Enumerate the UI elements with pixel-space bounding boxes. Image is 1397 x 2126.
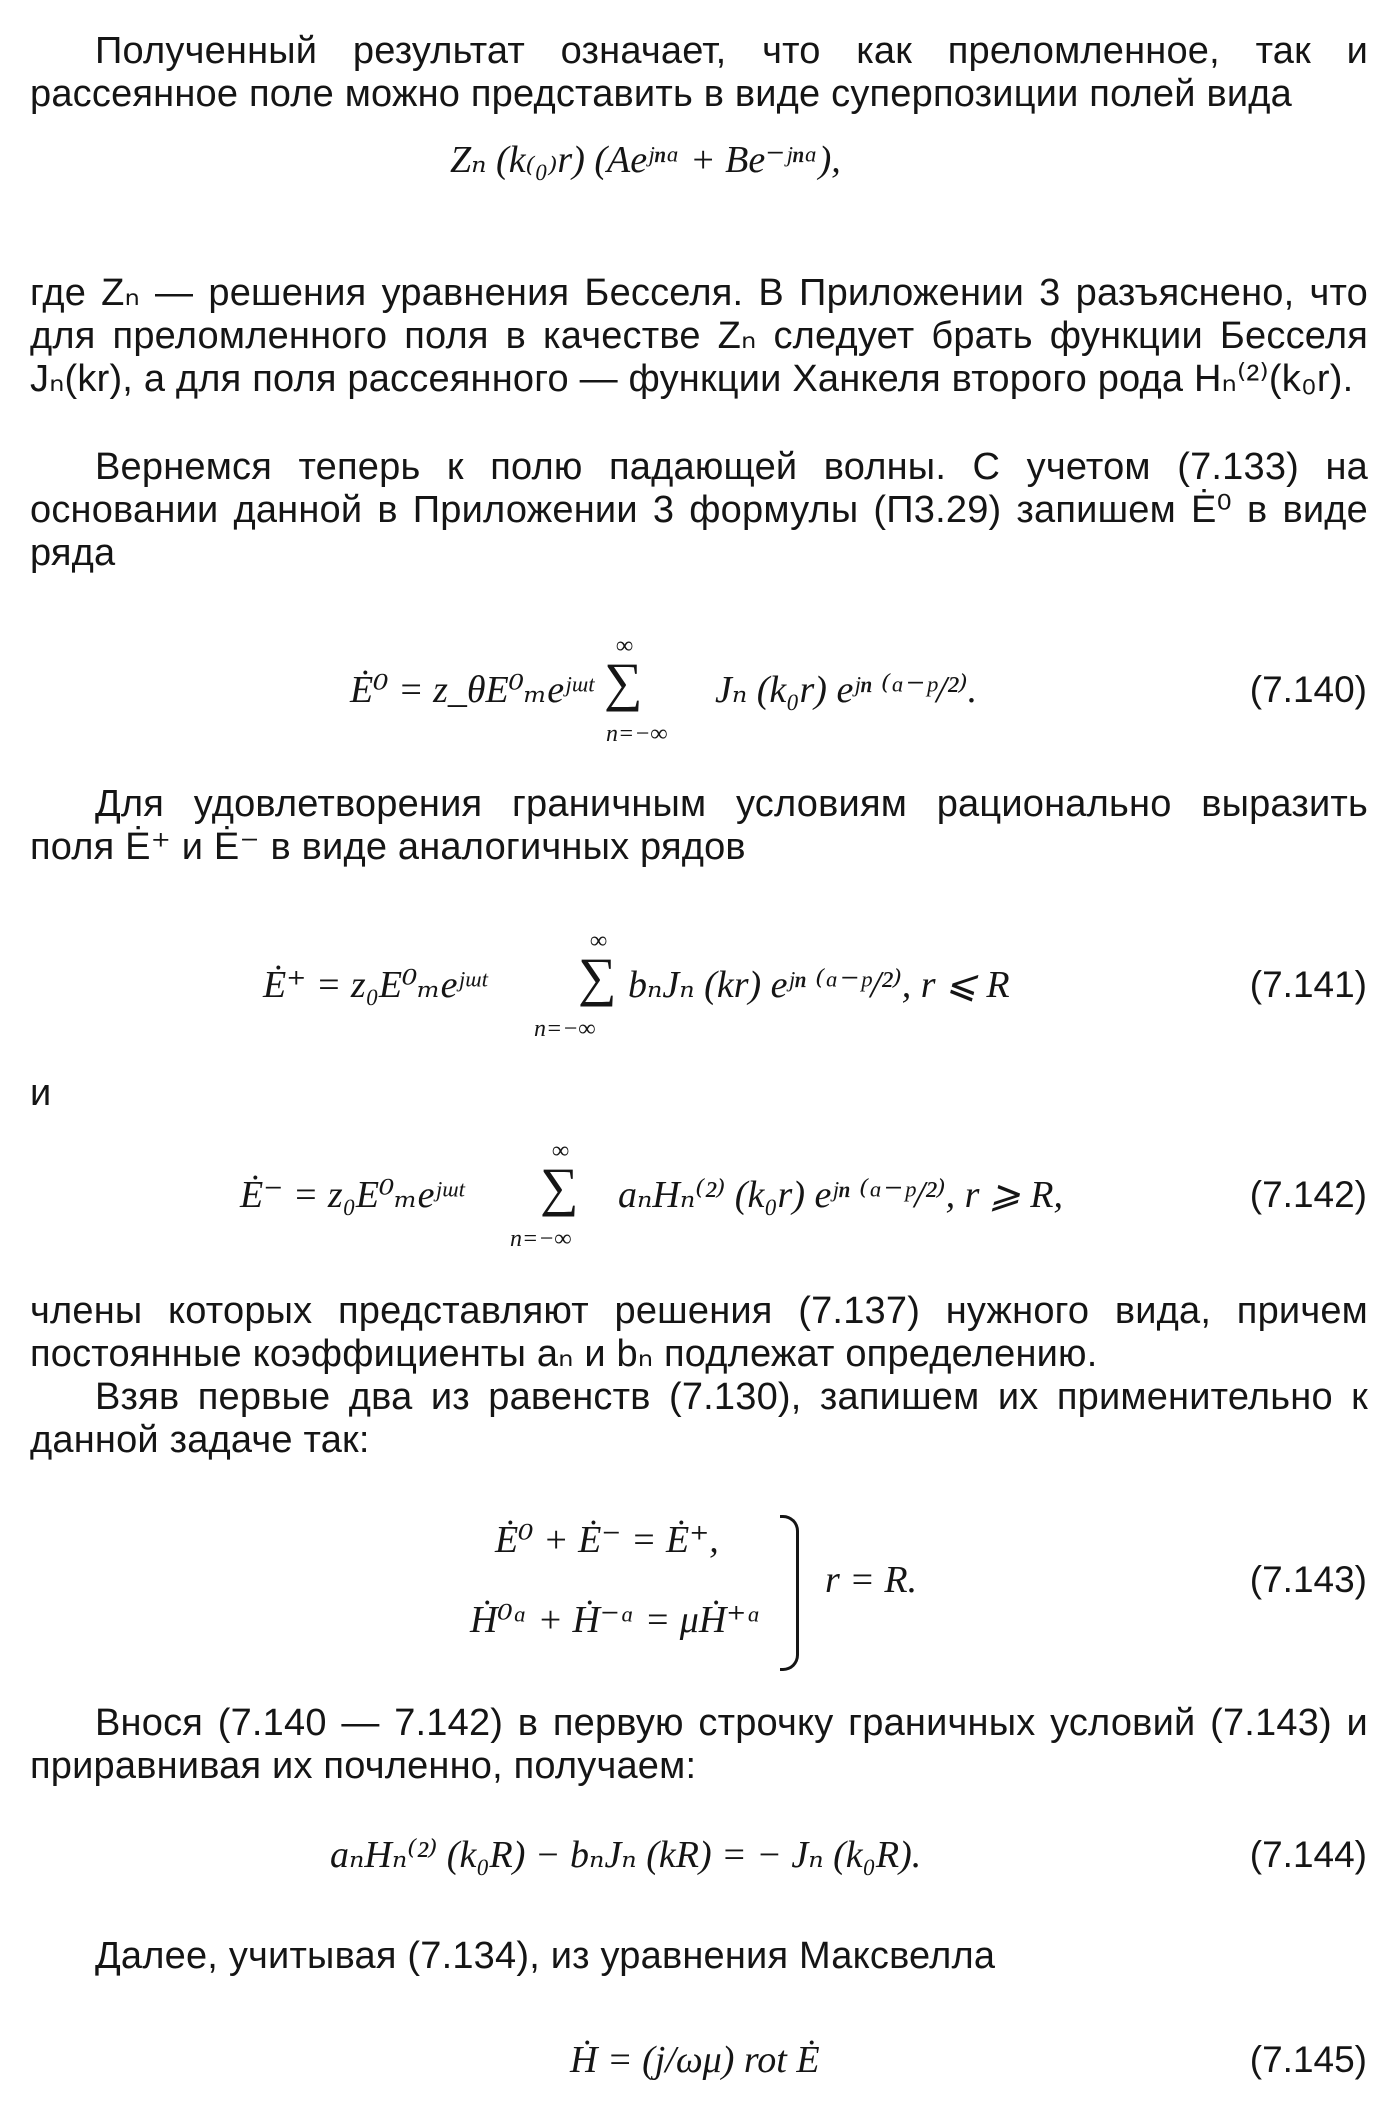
paragraph-5: члены которых представляют решения (7.137) нужного вида, причем постоянные коэффициенты aₙ и bₙ подлежат определению. [30,1290,1368,1375]
equation-7-143-line-2: Ḣ⁰ᵅ + Ḣ⁻ᵅ = μḢ⁺ᵅ [470,1599,762,1641]
equation-7-142-left: Ė⁻ = z₀E⁰ₘeʲᵚᵗ [240,1174,464,1216]
equation-7-141-sum-lower: n=−∞ [534,1016,596,1042]
equation-7-142-sum-lower: n=−∞ [510,1226,572,1252]
equation-7-143-condition: r = R. [825,1559,918,1601]
equation-7-140-right: Jₙ (k₀r) eʲⁿ ⁽ᵅ⁻ᵖ/²⁾. [715,669,978,711]
paragraph-2: где Zₙ — решения уравнения Бесселя. В Приложении 3 разъяснено, что для преломленного поля в качестве Zₙ следует брать функции Бесселя Jₙ(kr), а для поля рассеянного — функции Ханкеля второго рода Hₙ⁽²⁾(k₀r). [30,272,1368,400]
equation-7-140-sum-upper: ∞ [616,633,634,659]
equation-7-142 [0,1138,1397,1252]
equation-7-143-line-1: Ė⁰ + Ė⁻ = Ė⁺, [495,1519,719,1561]
equation-7-141-sum: ∑ [578,947,617,1007]
paragraph-4: Для удовлетворения граничным условиям рационально выразить поля Ė⁺ и Ė⁻ в виде аналогичных рядов [30,783,1368,868]
equation-7-141-right: bₙJₙ (kr) eʲⁿ ⁽ᵅ⁻ᵖ/²⁾, r ⩽ R [628,964,1010,1006]
equation-7-143-brace [780,1515,799,1671]
equation-7-140-left: Ė⁰ = z_θE⁰ₘeʲᵚᵗ [350,669,594,711]
equation-superposition-body: Zₙ (k₍₀₎r) (Aeʲⁿᵅ + Be⁻ʲⁿᵅ), [450,139,841,181]
equation-superposition [0,130,1397,190]
equation-7-142-right: aₙHₙ⁽²⁾ (k₀r) eʲⁿ ⁽ᵅ⁻ᵖ/²⁾, r ⩾ R, [618,1174,1063,1216]
paragraph-8: Далее, учитывая (7.134), из уравнения Максвелла [95,1935,996,1977]
paragraph-3: Вернемся теперь к полю падающей волны. С учетом (7.133) на основании данной в Приложении 3 формулы (П3.29) запишем Ė⁰ в виде ряда [30,446,1368,574]
equation-7-145 [0,2030,1397,2090]
equation-7-144-body: aₙHₙ⁽²⁾ (k₀R) − bₙJₙ (kR) = − Jₙ (k₀R). [330,1834,922,1876]
equation-7-144 [0,1825,1397,1885]
equation-7-140-sum-lower: n=−∞ [606,721,668,747]
equation-7-140-number: (7.140) [1249,669,1367,710]
equation-7-144-number: (7.144) [1249,1834,1367,1875]
equation-7-141-left: Ė⁺ = z₀E⁰ₘeʲᵚᵗ [263,964,487,1006]
equation-7-142-sum: ∑ [540,1157,579,1217]
paragraph-6: Взяв первые два из равенств (7.130), запишем их применительно к данной задаче так: [30,1376,1368,1461]
equation-7-143 [0,1510,1397,1680]
equation-7-140-sum: ∑ [604,652,643,712]
paragraph-7: Внося (7.140 — 7.142) в первую строчку граничных условий (7.143) и приравнивая их почленно, получаем: [30,1702,1368,1787]
equation-7-141 [0,928,1397,1042]
equation-7-142-sum-upper: ∞ [552,1138,570,1164]
paragraph-1: Полученный результат означает, что как преломленное, так и рассеянное поле можно представить в виде суперпозиции полей вида [30,30,1368,115]
equation-7-140 [0,633,1397,747]
equation-7-142-number: (7.142) [1249,1174,1367,1215]
equation-7-141-sum-upper: ∞ [590,928,608,954]
equation-7-145-body: Ḣ = (j/ωμ) rot Ė [570,2039,820,2081]
equation-7-145-number: (7.145) [1249,2039,1367,2080]
paragraph-and: и [30,1072,52,1114]
equation-7-141-number: (7.141) [1249,964,1367,1005]
equation-7-143-number: (7.143) [1249,1559,1367,1600]
